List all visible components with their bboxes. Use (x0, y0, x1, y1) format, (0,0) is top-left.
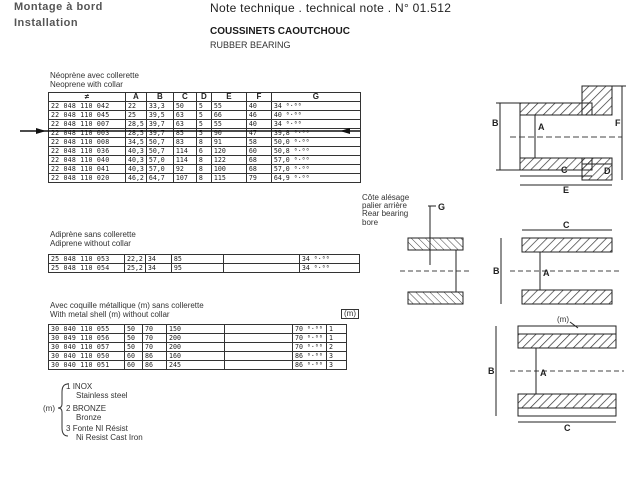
metal-shell-cell: 86 ⁰·⁰⁰ (293, 352, 327, 361)
neoprene-cell: 92 (173, 165, 196, 174)
neoprene-cell: 39,5 (146, 111, 173, 120)
metal-shell-cell: 60 (125, 361, 143, 370)
neoprene-cell: 5 (196, 102, 211, 111)
title-english: RUBBER BEARING (210, 40, 291, 50)
metal-shell-cell: 86 (143, 361, 167, 370)
adiprene-cell: 25 048 110 053 (49, 255, 125, 264)
neoprene-cell: 50,0 ⁰·⁰⁰ (271, 138, 360, 147)
adiprene-cell: 34 ⁰·⁰⁰ (299, 264, 359, 273)
metal-shell-cell: 200 (167, 334, 225, 343)
neoprene-cell: 50,7 (146, 147, 173, 156)
section3-caption-en: With metal shell (m) without collar (50, 310, 170, 319)
top-label-c: C (561, 165, 568, 175)
material-2-en: Bronze (76, 413, 102, 422)
neoprene-cell: 60 (246, 147, 271, 156)
neoprene-cell: 22 048 110 045 (49, 111, 126, 120)
section1-caption-en: Neoprene with collar (50, 80, 123, 89)
neoprene-cell: 22 (126, 102, 147, 111)
bore-label-g: G (438, 202, 446, 212)
neoprene-cell: 39,7 (146, 120, 173, 129)
metal-shell-cell: 160 (167, 352, 225, 361)
neoprene-cell: 50,8 ⁰·⁰⁰ (271, 147, 360, 156)
metal-shell-cell: 60 (125, 352, 143, 361)
bore-label-en: Rear bearing (362, 209, 409, 218)
neoprene-cell: 22 048 110 008 (49, 138, 126, 147)
header-left-line2: Installation (14, 17, 79, 29)
adiprene-cell: 34 (145, 255, 171, 264)
housing-bore-drawing (400, 238, 470, 304)
neoprene-cell: 8 (196, 138, 211, 147)
metal-shell-cell (225, 325, 293, 334)
metal-shell-cell: 30 040 110 055 (49, 325, 125, 334)
metal-shell-cell: 70 (143, 325, 167, 334)
col-header-f: F (246, 93, 271, 102)
table-row (49, 111, 361, 120)
metal-shell-cell: 3 (327, 361, 347, 370)
bore-label-fr: Côte alésage (362, 193, 410, 202)
metal-shell-cell: 150 (167, 325, 225, 334)
neoprene-cell: 40,3 (126, 165, 147, 174)
metal-shell-cell: 30 049 110 056 (49, 334, 125, 343)
material-3-en: Ni Resist Cast Iron (76, 433, 143, 442)
neoprene-cell: 40 (246, 102, 271, 111)
adiprene-cell: 95 (171, 264, 223, 273)
neoprene-cell: 58 (246, 138, 271, 147)
neoprene-cell: 57,0 ⁰·⁰⁰ (271, 165, 360, 174)
adiprene-cell: 34 ⁰·⁰⁰ (299, 255, 359, 264)
neoprene-cell: 79 (246, 174, 271, 183)
metal-shell-cell: 70 ⁰·⁰⁰ (293, 343, 327, 352)
metal-shell-cell: 30 040 110 051 (49, 361, 125, 370)
col-header-g: G (271, 93, 360, 102)
metal-shell-table (48, 324, 347, 370)
neoprene-cell: 68 (246, 165, 271, 174)
technical-note-number: Note technique . technical note . N° 01.512 (210, 1, 452, 15)
neoprene-cell: 33,3 (146, 102, 173, 111)
shaft-centerline (0, 120, 370, 140)
adiprene-cell (223, 255, 299, 264)
neoprene-cell: 100 (211, 165, 246, 174)
adiprene-cell: 85 (171, 255, 223, 264)
metal-shell-cell: 2 (327, 343, 347, 352)
metal-shell-cell: 70 (143, 343, 167, 352)
top-label-d: D (604, 166, 611, 176)
table-row (49, 165, 361, 174)
col-header-ref: ≠ (49, 93, 126, 102)
metal-shell-cell: 1 (327, 325, 347, 334)
neoprene-cell: 5 (196, 129, 211, 138)
bot-label-m: (m) (557, 315, 569, 324)
neoprene-cell: 50,7 (146, 138, 173, 147)
section2-caption-en: Adiprene without collar (50, 239, 131, 248)
adiprene-cell: 22,2 (125, 255, 146, 264)
neoprene-cell: 55 (211, 120, 246, 129)
table-row (49, 325, 347, 334)
neoprene-cell: 68 (246, 156, 271, 165)
material-1-fr: INOX (72, 382, 93, 391)
neoprene-cell: 34,5 (126, 138, 147, 147)
table-row (49, 156, 361, 165)
col-header-b: B (146, 93, 173, 102)
top-label-e: E (563, 185, 570, 195)
material-1 (66, 382, 128, 400)
table-row (49, 264, 360, 273)
neoprene-cell: 40,3 (126, 147, 147, 156)
metal-shell-bearing-drawing (496, 322, 624, 422)
table-header-row (49, 93, 361, 102)
title-french: COUSSINETS CAOUTCHOUC (210, 26, 351, 37)
neoprene-cell: 22 048 110 041 (49, 165, 126, 174)
metal-shell-cell: 50 (125, 325, 143, 334)
neoprene-cell: 28,5 (126, 129, 147, 138)
neoprene-cell: 120 (211, 147, 246, 156)
material-1-en: Stainless steel (76, 391, 128, 400)
metal-shell-cell (225, 361, 293, 370)
metal-shell-cell (225, 334, 293, 343)
neoprene-cell: 22 048 110 042 (49, 102, 126, 111)
neoprene-cell: 6 (196, 147, 211, 156)
neoprene-cell: 39,7 (146, 129, 173, 138)
bot-label-a: A (540, 368, 547, 378)
adiprene-no-collar-table (48, 254, 360, 273)
neoprene-cell: 57,0 (146, 165, 173, 174)
neoprene-cell: 40,3 (126, 156, 147, 165)
plain-bearing-drawing (501, 230, 622, 304)
table-row (49, 102, 361, 111)
neoprene-cell: 46,2 (126, 174, 147, 183)
neoprene-cell: 25 (126, 111, 147, 120)
neoprene-cell: 40 (246, 120, 271, 129)
adiprene-cell: 25 048 110 054 (49, 264, 125, 273)
adiprene-cell (223, 264, 299, 273)
material-1-num: 1 (66, 382, 71, 391)
metal-shell-cell: 50 (125, 343, 143, 352)
table-row (49, 343, 347, 352)
bearing-diagrams (360, 60, 634, 480)
metal-shell-cell: 1 (327, 334, 347, 343)
section2-caption-fr: Adiprène sans collerette (50, 230, 136, 239)
table-row (49, 174, 361, 183)
metal-shell-cell: 50 (125, 334, 143, 343)
neoprene-cell: 91 (211, 138, 246, 147)
mid-label-a: A (543, 268, 550, 278)
material-3-fr: Fonte NI Résist (72, 424, 128, 433)
top-label-f: F (615, 118, 621, 128)
col-header-e: E (211, 93, 246, 102)
neoprene-cell: 85 (173, 129, 196, 138)
neoprene-cell: 122 (211, 156, 246, 165)
section3-caption-fr: Avec coquille métallique (m) sans collerette (50, 301, 204, 310)
neoprene-cell: 114 (173, 147, 196, 156)
top-label-b: B (492, 118, 499, 128)
bore-label-fr2: palier arrière (362, 201, 407, 210)
material-3-num: 3 (66, 424, 71, 433)
bot-label-c: C (564, 423, 571, 433)
col-header-d: D (196, 93, 211, 102)
table-row (49, 352, 347, 361)
material-3 (66, 424, 143, 442)
metal-shell-cell: 30 040 110 057 (49, 343, 125, 352)
neoprene-cell: 22 048 110 020 (49, 174, 126, 183)
neoprene-cell: 22 048 110 007 (49, 120, 126, 129)
neoprene-cell: 46 (246, 111, 271, 120)
metal-shell-cell: 86 (143, 352, 167, 361)
neoprene-cell: 22 048 110 040 (49, 156, 126, 165)
neoprene-cell: 39,8 ⁰·⁰⁰ (271, 129, 360, 138)
neoprene-cell: 22 048 110 003 (49, 129, 126, 138)
neoprene-cell: 83 (173, 138, 196, 147)
bore-label-en2: bore (362, 218, 379, 227)
neoprene-cell: 64,7 (146, 174, 173, 183)
neoprene-cell: 63 (173, 111, 196, 120)
bot-label-b: B (488, 366, 495, 376)
neoprene-cell: 5 (196, 111, 211, 120)
m-header: (m) (341, 309, 359, 319)
header-left-line1: Montage à bord (14, 1, 103, 13)
neoprene-cell: 40 ⁰·⁰⁰ (271, 111, 360, 120)
neoprene-cell: 50 (173, 102, 196, 111)
neoprene-cell: 8 (196, 156, 211, 165)
neoprene-cell: 34 ⁰·⁰⁰ (271, 120, 360, 129)
material-2 (66, 404, 106, 422)
adiprene-cell: 34 (145, 264, 171, 273)
neoprene-cell: 5 (196, 120, 211, 129)
metal-shell-cell: 200 (167, 343, 225, 352)
neoprene-cell: 57,0 (146, 156, 173, 165)
col-header-a: A (126, 93, 147, 102)
metal-shell-cell: 86 ⁰·⁰⁰ (293, 361, 327, 370)
top-label-a: A (538, 122, 545, 132)
metal-shell-cell: 70 ⁰·⁰⁰ (293, 325, 327, 334)
neoprene-cell: 63 (173, 120, 196, 129)
neoprene-cell: 64,9 ⁰·⁰⁰ (271, 174, 360, 183)
mid-label-c: C (563, 220, 570, 230)
metal-shell-cell: 70 ⁰·⁰⁰ (293, 334, 327, 343)
table-row (49, 334, 347, 343)
section1-caption-fr: Néoprène avec collerette (50, 71, 139, 80)
mid-label-b: B (493, 266, 500, 276)
adiprene-cell: 25,2 (125, 264, 146, 273)
neoprene-cell: 90 (211, 129, 246, 138)
neoprene-cell: 22 048 110 036 (49, 147, 126, 156)
neoprene-cell: 107 (173, 174, 196, 183)
table-row (49, 255, 360, 264)
materials-m-label: (m) (43, 404, 55, 413)
neoprene-cell: 47 (246, 129, 271, 138)
material-2-num: 2 (66, 404, 71, 413)
neoprene-cell: 34 ⁰·⁰⁰ (271, 102, 360, 111)
metal-shell-cell (225, 352, 293, 361)
col-header-c: C (173, 93, 196, 102)
material-2-fr: BRONZE (72, 404, 107, 413)
neoprene-cell: 28,5 (126, 120, 147, 129)
table-row (49, 147, 361, 156)
neoprene-cell: 57,0 ⁰·⁰⁰ (271, 156, 360, 165)
table-row (49, 361, 347, 370)
neoprene-cell: 115 (211, 174, 246, 183)
neoprene-cell: 8 (196, 174, 211, 183)
metal-shell-cell: 70 (143, 334, 167, 343)
metal-shell-cell: 3 (327, 352, 347, 361)
metal-shell-cell: 30 040 110 050 (49, 352, 125, 361)
metal-shell-cell (225, 343, 293, 352)
neoprene-cell: 114 (173, 156, 196, 165)
neoprene-cell: 66 (211, 111, 246, 120)
metal-shell-cell: 245 (167, 361, 225, 370)
neoprene-cell: 55 (211, 102, 246, 111)
neoprene-cell: 8 (196, 165, 211, 174)
